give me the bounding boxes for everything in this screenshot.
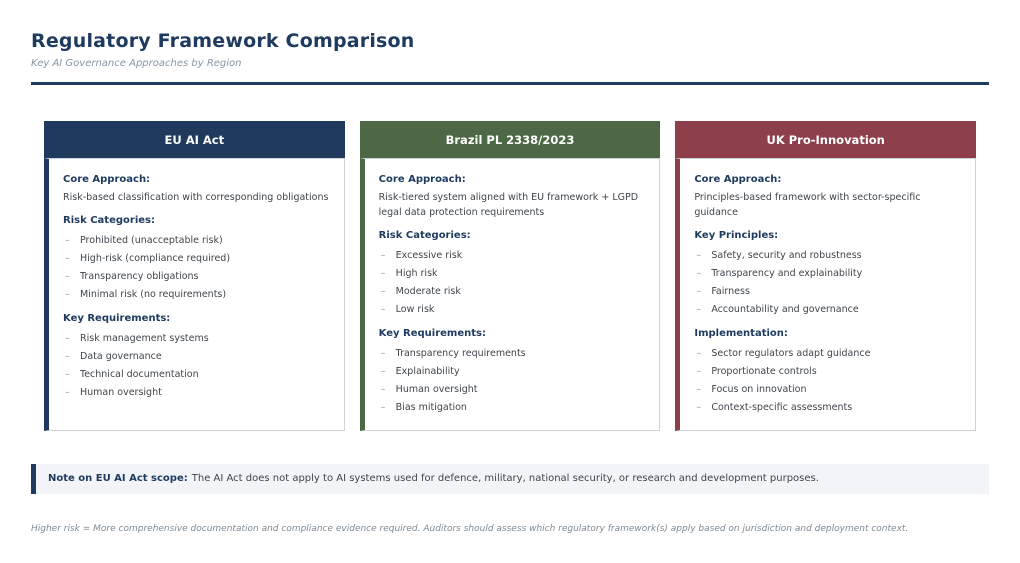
- card-header: [360, 121, 661, 158]
- list-item: – Transparency requirements: [379, 344, 646, 362]
- list-item: – Transparency and explainability: [694, 264, 961, 282]
- card-body: [44, 158, 345, 431]
- key-requirements-list: [379, 344, 646, 416]
- section-text: Principles-based framework with sector-specific guidance: [694, 192, 921, 218]
- list-item: – Proportionate controls: [694, 362, 961, 380]
- card-title: EU AI Act: [164, 132, 225, 147]
- section-heading: Core Approach:: [694, 174, 782, 185]
- list-item: – Prohibited (unacceptable risk): [63, 231, 330, 249]
- list-item: – Technical documentation: [63, 365, 330, 383]
- note-label: Note on EU AI Act scope:: [48, 473, 188, 484]
- framework-card-uk-pro-innovation: [675, 121, 976, 431]
- card-header: [675, 121, 976, 158]
- list-item: – Bias mitigation: [379, 398, 646, 416]
- list-item: – Human oversight: [379, 380, 646, 398]
- key-principles-list: [694, 246, 961, 318]
- list-item: – Data governance: [63, 347, 330, 365]
- list-item: – Minimal risk (no requirements): [63, 285, 330, 303]
- framework-card-eu-ai-act: [44, 121, 345, 431]
- list-item: – High-risk (compliance required): [63, 249, 330, 267]
- page-subtitle: Key AI Governance Approaches by Region: [31, 58, 242, 69]
- list-item: – High risk: [379, 264, 646, 282]
- key-requirements-list: [63, 329, 330, 401]
- list-item: – Fairness: [694, 282, 961, 300]
- framework-card-brazil-pl-2338: [360, 121, 661, 431]
- card-header: [44, 121, 345, 158]
- page-title: Regulatory Framework Comparison: [31, 30, 415, 52]
- section-heading: Key Requirements:: [63, 313, 171, 324]
- list-item: – Focus on innovation: [694, 380, 961, 398]
- card-body: [360, 158, 661, 431]
- list-item: – Moderate risk: [379, 282, 646, 300]
- implementation-list: [694, 344, 961, 416]
- note-box: [31, 464, 989, 494]
- risk-categories-list: [379, 246, 646, 318]
- section-heading: Core Approach:: [378, 174, 466, 185]
- list-item: – Explainability: [379, 362, 646, 380]
- section-heading: Risk Categories:: [378, 230, 471, 241]
- framework-cards-row: [44, 121, 976, 431]
- footer-note: Higher risk = More comprehensive documentation and compliance evidence required. Auditors should assess which regulatory framework(s) apply based on jurisdiction and deployment context.: [31, 524, 909, 534]
- card-title: Brazil PL 2338/2023: [445, 132, 575, 147]
- list-item: – Sector regulators adapt guidance: [694, 344, 961, 362]
- section-heading: Core Approach:: [63, 174, 151, 185]
- section-heading: Implementation:: [694, 328, 788, 339]
- list-item: – Human oversight: [63, 383, 330, 401]
- section-heading: Key Principles:: [694, 230, 779, 241]
- card-title: UK Pro-Innovation: [766, 132, 885, 147]
- list-item: – Risk management systems: [63, 329, 330, 347]
- section-heading: Key Requirements:: [378, 328, 486, 339]
- section-text: Risk-based classification with corresponding obligations: [63, 192, 329, 203]
- section-heading: Risk Categories:: [63, 215, 155, 226]
- list-item: – Low risk: [379, 300, 646, 318]
- card-body: [675, 158, 976, 431]
- list-item: – Safety, security and robustness: [694, 246, 961, 264]
- risk-categories-list: [63, 231, 330, 303]
- header-divider: [31, 82, 989, 85]
- note-text: The AI Act does not apply to AI systems used for defence, military, national security, or research and development purposes.: [191, 473, 819, 484]
- list-item: – Transparency obligations: [63, 267, 330, 285]
- list-item: – Context-specific assessments: [694, 398, 961, 416]
- list-item: – Accountability and governance: [694, 300, 961, 318]
- list-item: – Excessive risk: [379, 246, 646, 264]
- section-text: Risk-tiered system aligned with EU framework + LGPD legal data protection requirements: [378, 192, 639, 218]
